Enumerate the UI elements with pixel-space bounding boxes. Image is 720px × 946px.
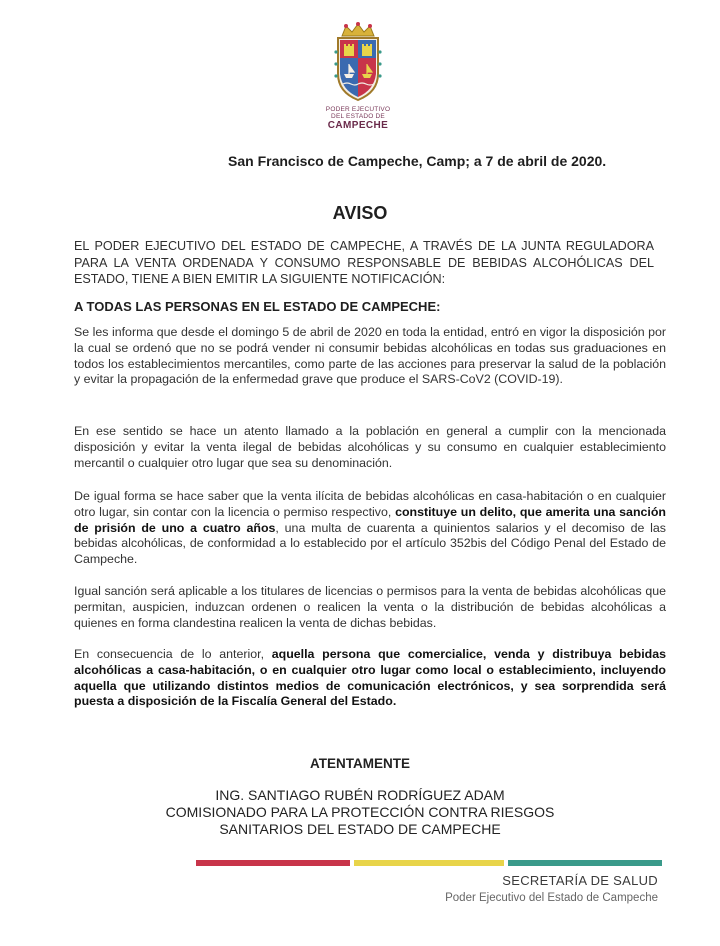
paragraph-1: Se les informa que desde el domingo 5 de abril de 2020 en toda la entidad, entró en vigor la disposición por la cual se ordenó que no se podrá vender ni consumir bebidas alcohólicas en todas sus graduaciones en todos los establecimientos mercantiles, como parte de las acciones para preservar la salud de la población y evitar la propagación de la enfermedad grave que produce el SARS-CoV2 (COVID-19). [74, 325, 666, 387]
paragraph-3-text-c: , una multa de cuarenta a quinientos salarios y el decomiso de las bebidas alcohólicas, de conformidad a lo establecido por el artículo 352bis del Código Penal del Estado de Campeche. [74, 520, 667, 567]
footer-bar-green [508, 860, 662, 866]
paragraph-5-text-a: En consecuencia de lo anterior, [74, 647, 272, 661]
footer-department: SECRETARÍA DE SALUD [502, 873, 658, 888]
signatory-role-line1: COMISIONADO PARA LA PROTECCIÓN CONTRA RIESGOS [165, 804, 555, 820]
footer-bar-red [196, 860, 350, 866]
paragraph-3-text-a: De igual forma se hace saber que la venta ilícita de bebidas alcohólicas en casa-habitación o en cualquier otro lugar, sin contar con la licencia o permiso respectivo, [74, 489, 666, 519]
logo-text-line2: DEL ESTADO DE [331, 113, 385, 120]
footer-government: Poder Ejecutivo del Estado de Campeche [445, 892, 658, 904]
footer-bar-yellow [354, 860, 504, 866]
signatory-name: ING. SANTIAGO RUBÉN RODRÍGUEZ ADAM [215, 787, 505, 803]
paragraph-5 [74, 647, 666, 710]
coat-of-arms-icon [330, 22, 386, 106]
logo-text-line3: CAMPECHE [327, 120, 389, 131]
paragraph-3 [74, 489, 666, 568]
paragraph-3-emphasis: constituye un delito, que amerita una sanción de prisión de uno a cuatro años [74, 504, 666, 535]
closing-salutation: ATENTAMENTE [310, 756, 410, 771]
logo-text-line1: PODER EJECUTIVO [325, 106, 391, 113]
document-date: San Francisco de Campeche, Camp; a 7 de abril de 2020. [228, 153, 607, 169]
government-logo [316, 22, 400, 140]
paragraph-2: En ese sentido se hace un atento llamado a la población en general a cumplir con la mencionada disposición y evitar la venta ilegal de bebidas alcohólicas y su consumo en cualquier establecimiento mercantil o cualquier otro lugar que sea su denominación. [74, 424, 666, 470]
document-title: AVISO [332, 203, 388, 223]
paragraph-4: Igual sanción será aplicable a los titulares de licencias o permisos para la venta de bebidas alcohólicas que permitan, auspicien, induzcan ordenen o realicen la venta o la distribución de bebidas alcohólicas a quienes en forma clandestina realicen la venta de dichas bebidas. [74, 584, 666, 630]
intro-paragraph: EL PODER EJECUTIVO DEL ESTADO DE CAMPECHE, A TRAVÉS DE LA JUNTA REGULADORA PARA LA VENTA ORDENADA Y CONSUMO RESPONSABLE DE BEBIDAS ALCOHÓLICAS DEL ESTADO, TIENE A BIEN EMITIR LA SIGUIENTE NOTIFICACIÓN: [74, 239, 654, 286]
subheading: A TODAS LAS PERSONAS EN EL ESTADO DE CAMPECHE: [74, 299, 441, 314]
paragraph-5-emphasis: aquella persona que comercialice, venda y distribuya bebidas alcohólicas a casa-habitación, o en cualquier otro lugar como local o establecimiento, incluyendo aquella que utilizando distintos medios de comunicación electrónicos, y sea sorprendida será puesta a disposición de la Fiscalía General del Estado. [74, 647, 666, 709]
signatory-role-line2: SANITARIOS DEL ESTADO DE CAMPECHE [219, 821, 501, 837]
